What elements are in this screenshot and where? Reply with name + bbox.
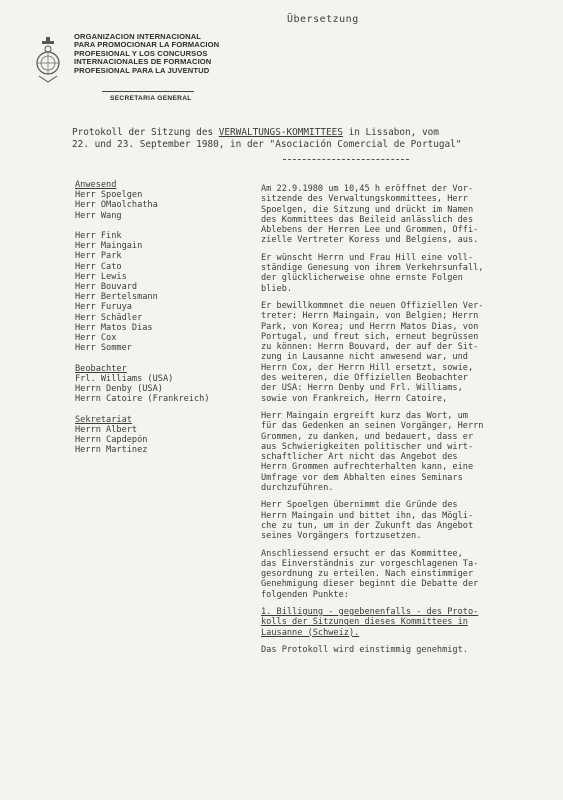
translation-label: Übersetzung — [287, 14, 359, 25]
paragraph: Am 22.9.1980 um 10,45 h eröffnet der Vor- sitzende des Verwaltungskommittees, Herr Spoelgen, die Sitzung und drückt im Namen des Kommittees das Beileid anlässlich des Ablebens der Herren Lee und Grommen, Offi- zielle Vertreter Koress und Belgiens, aus. — [261, 184, 479, 246]
title-part1: Protokoll der Sitzung des — [72, 127, 219, 138]
title-committee: VERWALTUNGS-KOMMITTEES — [218, 127, 343, 138]
attendee: Herr Spoelgen — [75, 190, 143, 201]
attendee: Herr Matos Dias — [75, 322, 153, 333]
organization-name — [74, 33, 219, 75]
observer: Frl. Williams (USA) — [75, 373, 174, 384]
paragraph: Er bewillkommnet die neuen Offiziellen Ver- treter: Herrn Maingain, von Belgien; Herrn Park, von Korea; und Herrn Matos Dias, von Portugal, und freut sich, erneut begrüssen zu können: Herrn Bouvard, der auf der Sit- zung in Lausanne nicht anwesend war, und Herrn Cox, der Herrn Hill ersetzt, sowie, des weiteren, die Offiziellen Beobachter der USA: Herrn Denby und Frl. Williams, sowie von Frankreich, Herrn Catoire, — [261, 300, 484, 404]
attendee: Herr Bouvard — [75, 282, 138, 293]
org-line: PROFESIONAL PARA LA JUVENTUD — [74, 65, 210, 75]
paragraph: Herr Spoelgen übernimmt die Gründe des Herrn Maingain und bittet ihn, das Mögli- che zu tun, um in der Zukunft das Angebot seines Vorgängers fortzusetzen. — [261, 500, 474, 542]
attendee: Herr Bertelsmann — [75, 292, 158, 303]
paragraph: Das Protokoll wird einstimmig genehmigt. — [261, 644, 468, 655]
title-divider — [283, 159, 409, 160]
organization-seal-icon — [33, 36, 63, 84]
agenda-item: 1. Billigung - gegebenenfalls - des Proto- kolls der Sitzungen dieses Kommittees in Lausanne (Schweiz). — [261, 606, 479, 638]
attendee: Herr OMaolchatha — [75, 200, 158, 211]
observers-heading: Beobachter — [75, 363, 127, 374]
present-heading: Anwesend — [75, 180, 117, 190]
paragraph: Er wünscht Herrn und Frau Hill eine voll- ständige Genesung von ihrem Verkehrsunfall, der glücklicherweise ohne ernste Folgen blieb. — [261, 252, 484, 294]
attendee: Herr Maingain — [75, 241, 143, 252]
header-divider — [102, 91, 194, 92]
org-line: ORGANIZACION INTERNACIONAL — [74, 32, 202, 41]
minutes-title — [72, 127, 461, 150]
observer: Herrn Denby (USA) — [75, 384, 163, 395]
paragraph: Anschliessend ersucht er das Kommittee, das Einverständnis zur vorgeschlagenen Ta- gesordnung zu erteilen. Nach einstimmiger Genehmigung dieser beginnt die Debatte der folgenden Punkte: — [261, 548, 479, 600]
secretariat-member: Herrn Capdepón — [75, 435, 148, 446]
secretariat-member: Herrn Albert — [75, 424, 138, 435]
attendee: Herr Cato — [75, 261, 122, 272]
secretariat-member: Herrn Martinez — [75, 445, 148, 456]
paragraph: Herr Maingain ergreift kurz das Wort, um für das Gedenken an seinen Vorgänger, Herrn Grommen, zu danken, und bedauert, dass er aus Schwierigkeiten politischer und wirt- schaftlicher Art nicht das Angebot des Herrn Grommen aufrechterhalten kann, eine Umfrage vor dem Abhalten eines Seminars durchzuführen. — [261, 410, 484, 494]
attendee: Herr Lewis — [75, 271, 127, 282]
secretaria-general: SECRETARIA GENERAL — [110, 95, 192, 102]
attendee: Herr Furuya — [75, 302, 132, 313]
minutes-body — [261, 184, 553, 662]
attendee: Herr Park — [75, 251, 122, 262]
attendee: Herr Cox — [75, 333, 117, 344]
attendee: Herr Schädler — [75, 312, 143, 323]
secretariat-heading: Sekretariat — [75, 414, 132, 425]
title-part2: in Lissabon, vom — [342, 127, 439, 138]
observer: Herrn Catoire (Frankreich) — [75, 394, 210, 405]
title-line2: 22. und 23. September 1980, in der "Asociación Comercial de Portugal" — [72, 138, 462, 150]
attendee: Herr Sommer — [75, 343, 132, 354]
org-line: INTERNACIONALES DE FORMACION — [74, 57, 212, 67]
org-line: PROFESIONAL Y LOS CONCURSOS — [74, 48, 208, 58]
attendee: Herr Wang — [75, 210, 122, 221]
org-line: PARA PROMOCIONAR LA FORMACION — [74, 40, 220, 50]
attendee: Herr Fink — [75, 231, 122, 241]
attendee-list — [75, 180, 210, 455]
